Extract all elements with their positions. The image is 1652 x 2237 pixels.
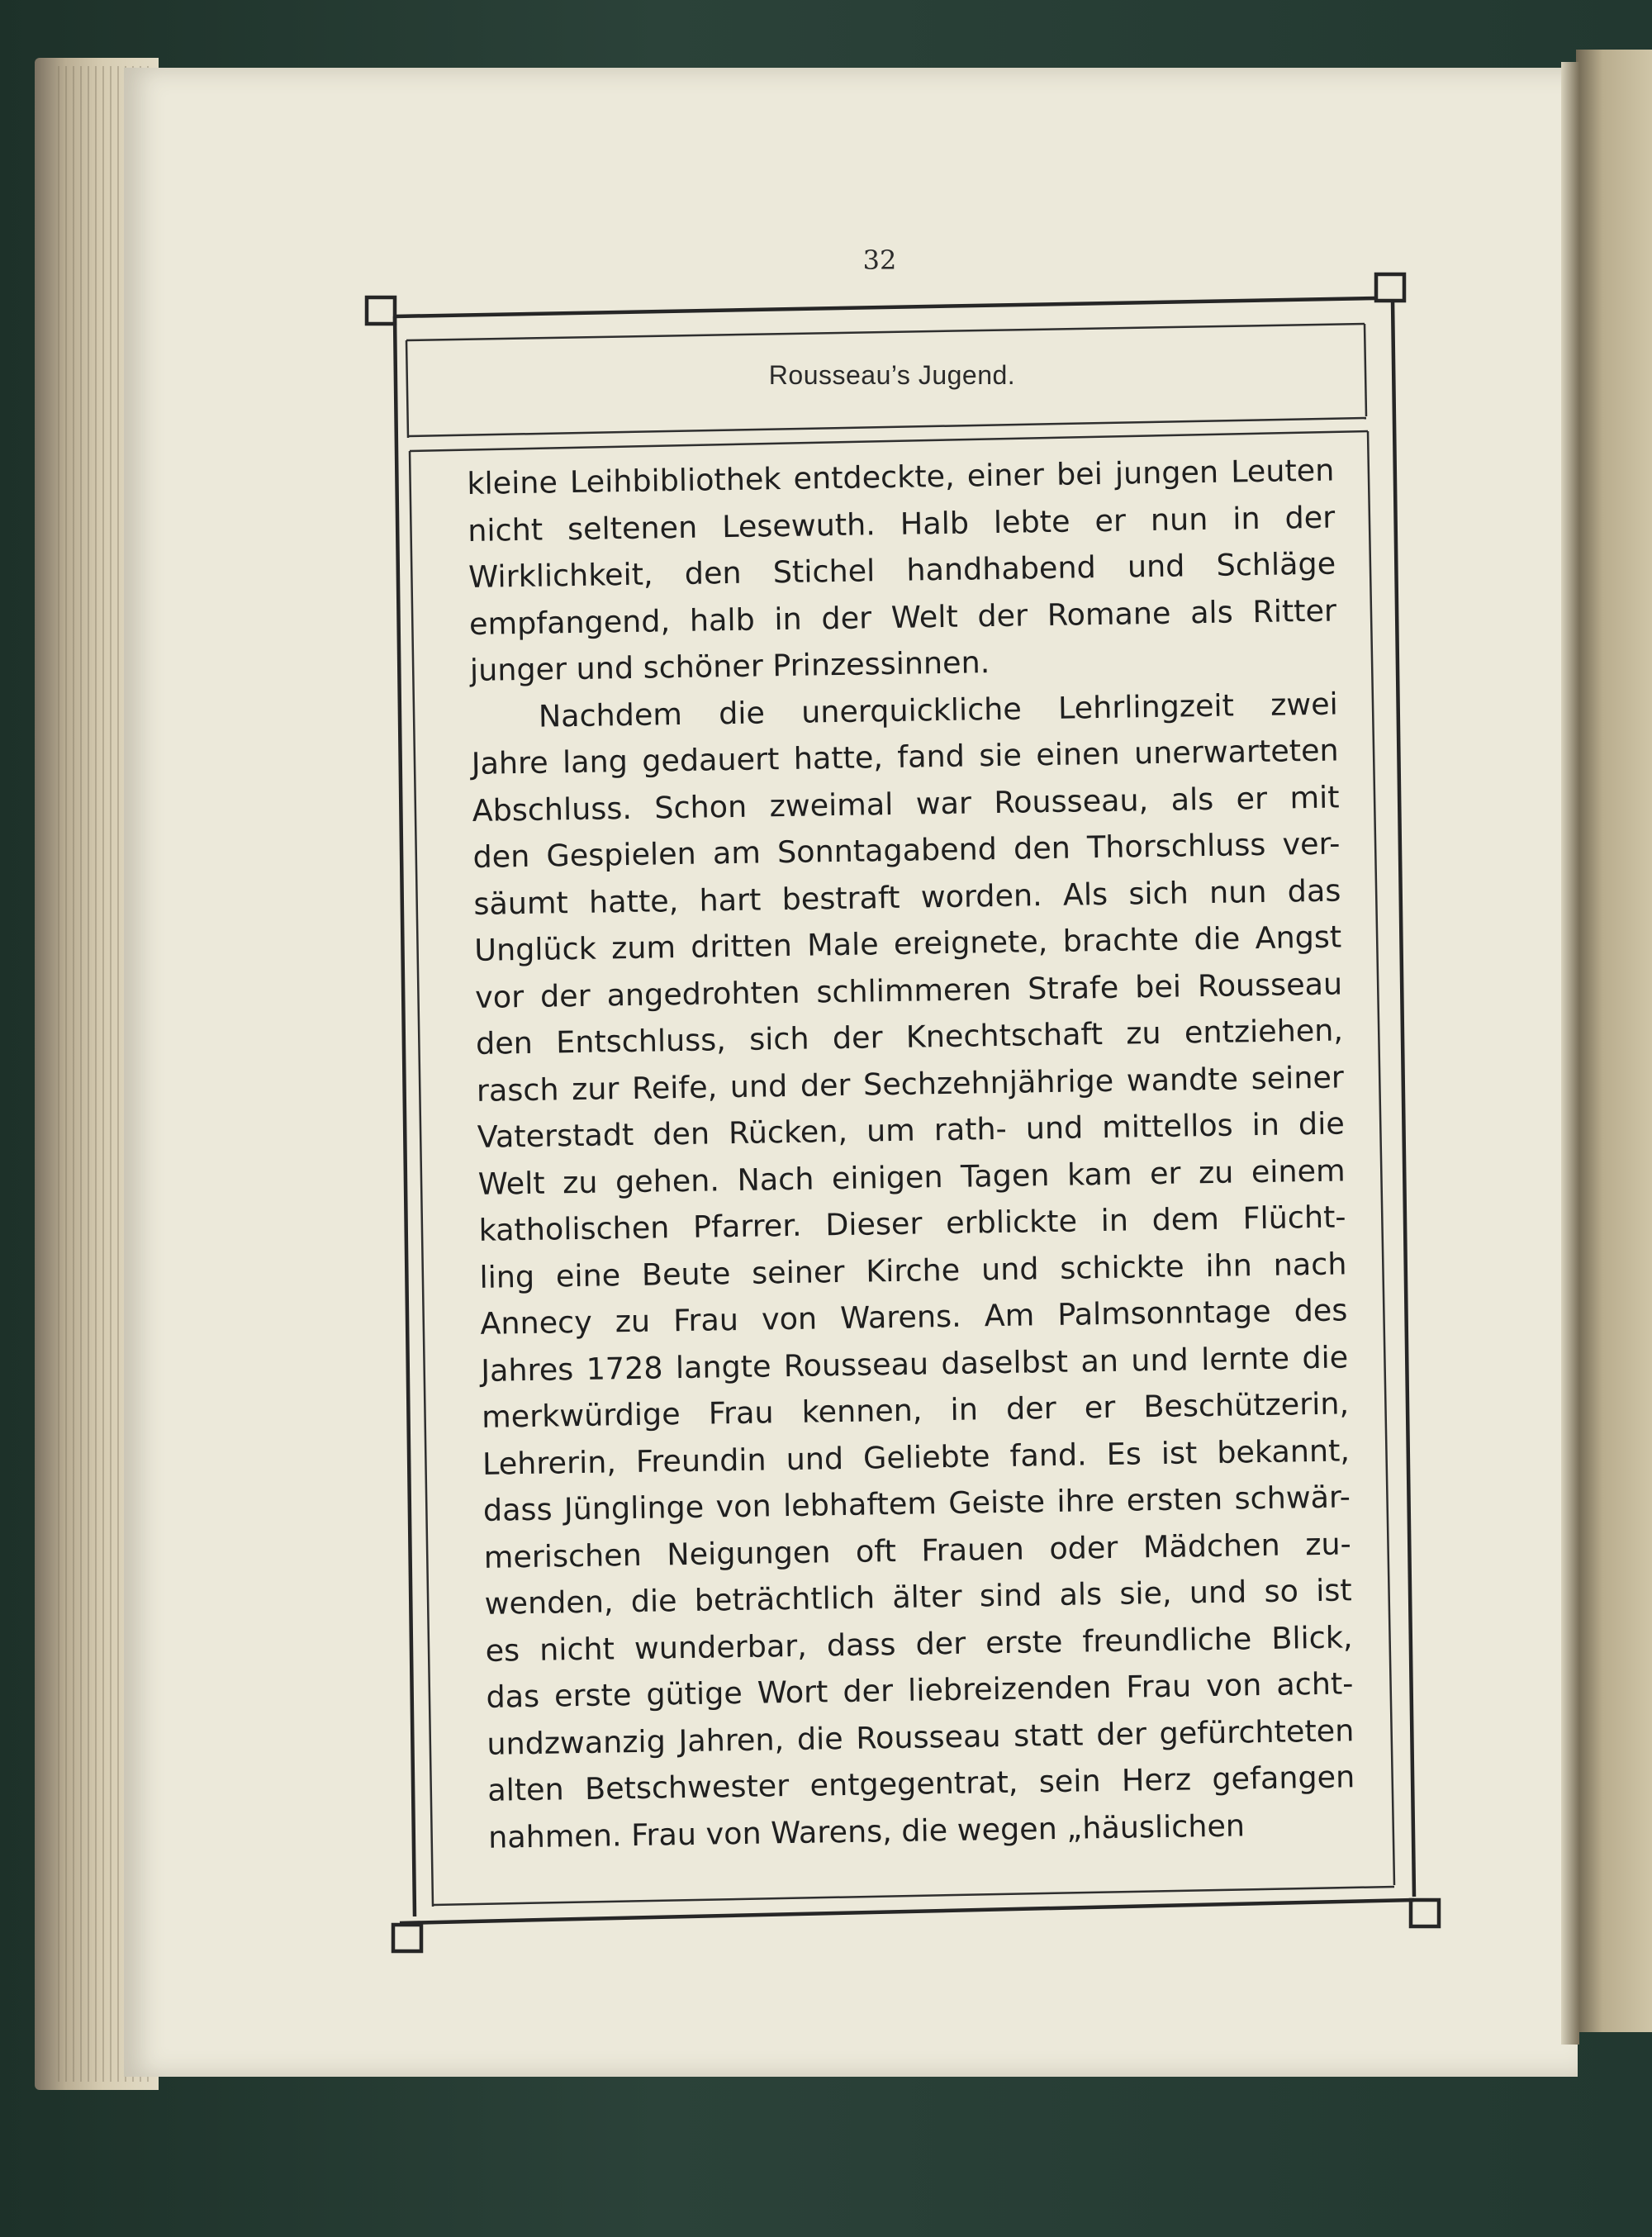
- page-number: 32: [862, 245, 897, 276]
- text-line: nicht seltenen Lesewuth. Halb lebte er nun in der: [467, 498, 1336, 549]
- text-line: Vaterstadt den Rücken, um rath- und mittellos in die: [477, 1105, 1346, 1155]
- text-line: Lehrerin, Freundin und Geliebte fand. Es ist bekannt,: [482, 1432, 1351, 1482]
- text-line: vor der angedrohten schlimmeren Strafe bei Rousseau: [474, 965, 1343, 1015]
- text-line: merkwürdige Frau kennen, in der er Beschützerin,: [481, 1385, 1350, 1435]
- text-box-right: [1368, 431, 1394, 1885]
- running-head: Rousseau’s Jugend.: [768, 360, 1016, 390]
- frame-top-line: [395, 298, 1376, 316]
- text-line: merischen Neigungen oft Frauen oder Mädchen zu-: [483, 1525, 1352, 1575]
- text-line: es nicht wunderbar, dass der erste freundliche Blick,: [485, 1618, 1353, 1669]
- text-line: das erste gütige Wort der liebreizenden Frau von acht-: [486, 1665, 1354, 1715]
- text-line: rasch zur Reife, und der Sechzehnjährige wandte seiner: [476, 1058, 1345, 1109]
- head-box-top: [406, 324, 1365, 340]
- text-line: Unglück zum dritten Male ereignete, brachte die Angst: [473, 919, 1342, 968]
- text-line: Abschluss. Schon zweimal war Rousseau, als er mit: [472, 778, 1340, 829]
- text-line: Jahres 1728 langte Rousseau daselbst an und lernte die: [480, 1338, 1349, 1389]
- text-line: junger und schöner Prinzessinnen.: [469, 644, 990, 688]
- text-line: ling eine Beute seiner Kirche und schickte ihn nach: [479, 1245, 1347, 1295]
- text-line: nahmen. Frau von Warens, die wegen „häuslichen: [487, 1807, 1246, 1855]
- text-line: den Entschluss, sich der Knechtschaft zu entziehen,: [475, 1012, 1344, 1062]
- corner-square-top-left: [367, 297, 395, 324]
- text-line: säumt hatte, hart bestraft worden. Als sich nun das: [473, 872, 1341, 922]
- text-line: Welt zu gehen. Nach einigen Tagen kam er zu einem: [477, 1152, 1346, 1202]
- corner-square-bottom-right: [1411, 1900, 1439, 1926]
- head-box-left: [406, 340, 408, 438]
- text-line: wenden, die beträchtlich älter sind als sie, und so ist: [484, 1572, 1352, 1622]
- text-line: den Gespielen am Sonntagabend den Thorschluss ver-: [472, 825, 1341, 875]
- text-line: alten Betschwester entgegentrat, sein Herz gefangen: [487, 1759, 1355, 1808]
- frame-right-line: [1393, 299, 1414, 1897]
- text-line: undzwanzig Jahren, die Rousseau statt der gefürchteten: [487, 1712, 1355, 1762]
- corner-square-top-right: [1376, 274, 1404, 301]
- text-line: Annecy zu Frau von Warens. Am Palmsonntage des: [480, 1292, 1348, 1342]
- text-line: katholischen Pfarrer. Dieser erblickte in dem Flücht-: [478, 1199, 1346, 1248]
- text-line: empfangend, halb in der Welt der Romane als Ritter: [468, 591, 1337, 642]
- text-line: kleine Leihbibliothek entdeckte, einer bei jungen Leuten: [467, 452, 1335, 501]
- text-line: Wirklichkeit, den Stichel handhabend und Schläge: [468, 545, 1336, 595]
- text-line: Nachdem die unerquickliche Lehrlingzeit zwei: [538, 685, 1339, 734]
- text-line: Jahre lang gedauert hatte, fand sie einen unerwarteten: [471, 732, 1339, 781]
- body-text: [467, 448, 1355, 1861]
- corner-square-bottom-left: [393, 1925, 421, 1951]
- text-line: dass Jünglinge von lebhaftem Geiste ihre ersten schwär-: [482, 1479, 1351, 1528]
